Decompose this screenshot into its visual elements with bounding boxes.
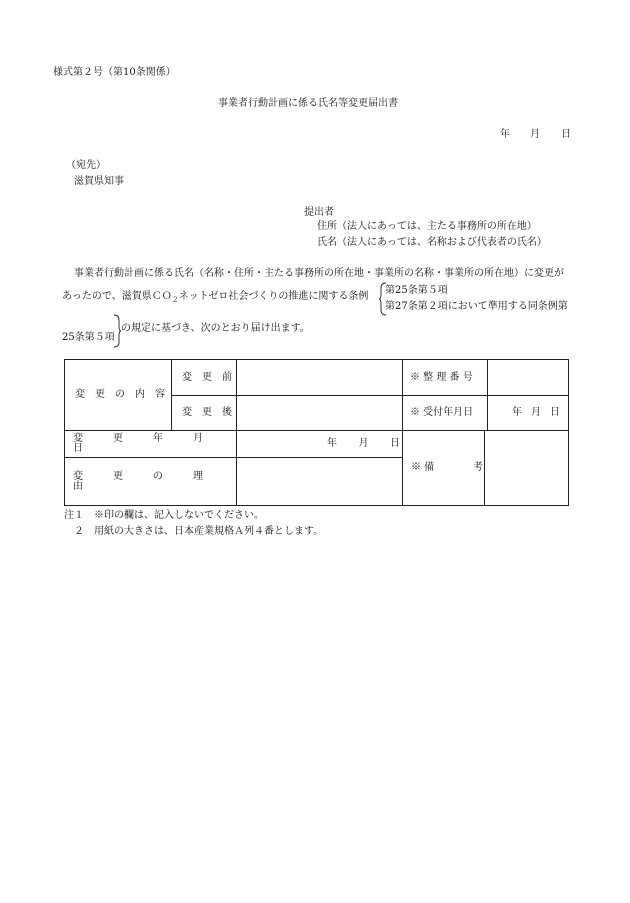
remarks-label-2: 考 <box>473 462 483 473</box>
reason-input[interactable] <box>237 458 403 506</box>
body-line-1: 事業者行動計画に係る氏名（名称・住所・主たる事務所の所在地・事業所の名称・事業所の所在地）に変更が <box>74 268 564 279</box>
change-date-day-unit: 日 <box>390 438 400 449</box>
document-title: 事業者行動計画に係る氏名等変更届出書 <box>218 98 398 109</box>
change-date-month-unit: 月 <box>358 438 369 449</box>
reason-label: 変 更 の 理 由 <box>65 458 237 506</box>
remarks-divider <box>484 430 485 505</box>
body-line-2 <box>62 292 368 304</box>
addressee-name: 滋賀県知事 <box>74 176 124 187</box>
remarks-cell <box>403 431 569 506</box>
before-label: 変 更 前 <box>172 360 237 396</box>
body-line-3-prefix: 25条第５項 <box>62 332 115 343</box>
date-year: 年 <box>500 129 510 140</box>
body-line-2-subscript: ２ <box>171 296 179 304</box>
received-month-unit: 月 <box>531 407 541 418</box>
option-article-27: 第27条第２項において準用する同条例第 <box>385 301 568 312</box>
change-date-input[interactable] <box>237 431 403 458</box>
after-label: 変 更 後 <box>172 396 237 431</box>
submitter-address: 住所（法人にあっては、主たる事務所の所在地） <box>317 221 537 232</box>
change-date-year-unit: 年 <box>327 438 337 449</box>
body-line-3-suffix: の規定に基づき、次のとおり届け出ます。 <box>121 323 310 334</box>
change-form-table <box>64 359 569 506</box>
change-content-label: 変 更 の 内 容 <box>65 360 172 431</box>
closing-bracket <box>113 314 121 348</box>
body-line-2-suffix: ネットゼロ社会づくりの推進に関する条例 <box>178 291 369 302</box>
note-2: ２ 用紙の大きさは、日本産業規格Ａ列４番とします。 <box>64 526 324 537</box>
addressee-label: （宛先） <box>66 160 106 171</box>
received-date-label: ※ 受付年月日 <box>403 396 488 431</box>
ref-number-label: ※ 整 理 番 号 <box>403 360 488 396</box>
change-date-label: 変 更 年 月 日 <box>65 431 237 458</box>
option-article-25: 第25条第５項 <box>385 285 448 296</box>
submitter-label: 提出者 <box>304 207 334 218</box>
ref-number-input[interactable] <box>488 360 569 396</box>
date-month: 月 <box>530 129 540 140</box>
submitter-name: 氏名（法人にあっては、名称および代表者の氏名） <box>317 237 547 248</box>
before-input[interactable] <box>237 360 403 396</box>
body-line-2-prefix: あったので、滋賀県ＣＯ <box>62 291 172 302</box>
received-day-unit: 日 <box>550 407 560 418</box>
form-number: 様式第２号（第10条関係） <box>53 67 176 78</box>
note-1: 注１ ※印の欄は、記入しないでください。 <box>64 510 264 521</box>
received-year-unit: 年 <box>512 407 522 418</box>
received-date-input[interactable] <box>488 396 569 431</box>
remarks-label: ※ 備 <box>411 462 435 473</box>
date-day: 日 <box>561 129 571 140</box>
after-input[interactable] <box>237 396 403 431</box>
